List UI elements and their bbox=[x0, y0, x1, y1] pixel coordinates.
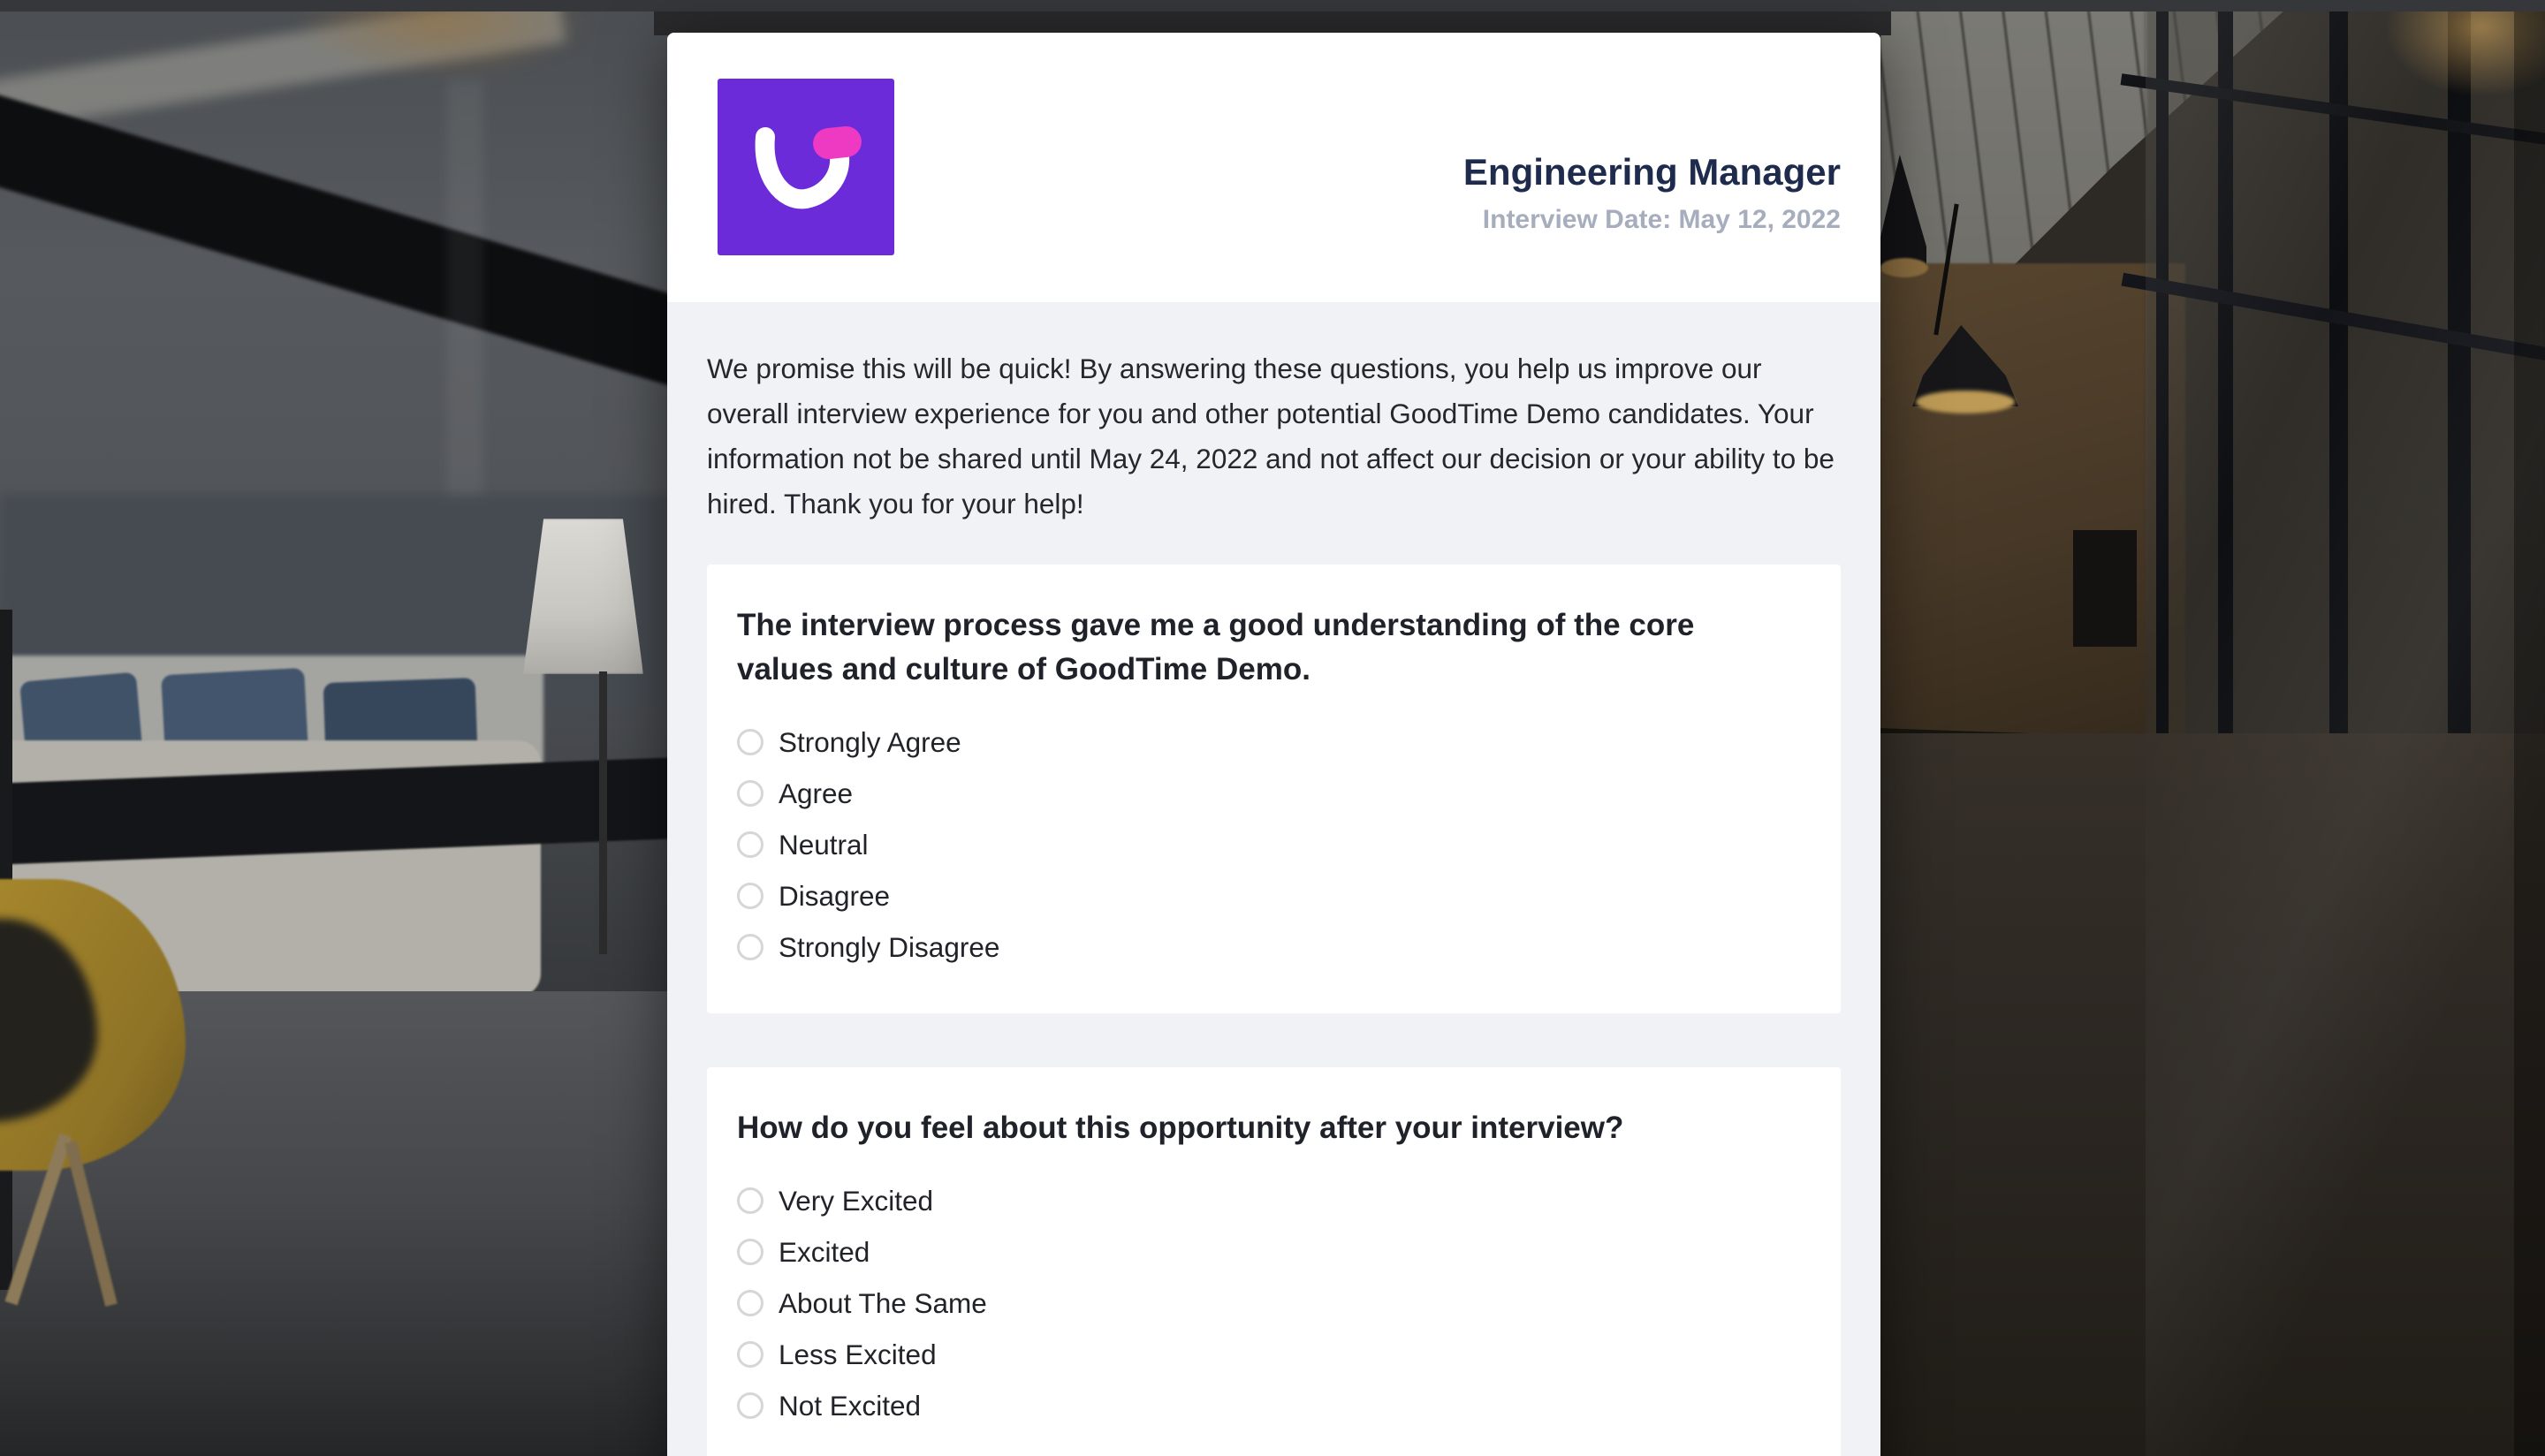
intro-text: We promise this will be quick! By answering these questions, you help us improve our overall interview experience for you and other potential GoodTime Demo candidates. Your information not be shared until May 24, 2022 and not affect our decision or your ability to be hired. Thank you for your help! bbox=[707, 353, 1835, 519]
radio-button[interactable] bbox=[737, 883, 764, 909]
shadow-edge bbox=[2514, 0, 2545, 1456]
option-label: Strongly Disagree bbox=[779, 930, 1000, 963]
option-label: Excited bbox=[779, 1235, 870, 1268]
radio-button[interactable] bbox=[737, 1341, 764, 1368]
answer-options bbox=[737, 1175, 1805, 1431]
question-card bbox=[707, 1067, 1841, 1456]
question-list bbox=[707, 565, 1841, 1456]
plywood-wall bbox=[1880, 263, 2185, 745]
survey-card bbox=[667, 33, 1880, 1456]
interview-date: Interview Date: May 12, 2022 bbox=[1482, 205, 1841, 234]
option-label: Disagree bbox=[779, 879, 891, 912]
glass-reflection bbox=[2146, 0, 2545, 1456]
logo-background bbox=[718, 79, 894, 255]
ceiling-shadow bbox=[0, 0, 2545, 11]
radio-button[interactable] bbox=[737, 780, 764, 807]
answer-option[interactable] bbox=[737, 921, 1805, 973]
survey-body bbox=[667, 302, 1880, 1456]
option-label: Not Excited bbox=[779, 1389, 922, 1422]
pendant-lamp-rim bbox=[1916, 391, 2015, 413]
wall-monitor bbox=[2073, 530, 2137, 647]
answer-option[interactable] bbox=[737, 768, 1805, 819]
radio-button[interactable] bbox=[737, 831, 764, 858]
question-card bbox=[707, 565, 1841, 1013]
floor-lamp-shade bbox=[523, 519, 643, 674]
radio-button[interactable] bbox=[737, 934, 764, 960]
radio-button[interactable] bbox=[737, 1290, 764, 1316]
question-title: The interview process gave me a good understanding of the core values and culture of GoodTime Demo. bbox=[737, 608, 1695, 686]
answer-option[interactable] bbox=[737, 1175, 1805, 1226]
answer-option[interactable] bbox=[737, 870, 1805, 921]
radio-button[interactable] bbox=[737, 1392, 764, 1419]
answer-option[interactable] bbox=[737, 819, 1805, 870]
office-right-scene bbox=[1880, 0, 2545, 1456]
answer-option[interactable] bbox=[737, 1226, 1805, 1278]
option-label: Less Excited bbox=[779, 1338, 937, 1370]
answer-option[interactable] bbox=[737, 1329, 1805, 1380]
job-title: Engineering Manager bbox=[1462, 151, 1841, 193]
option-label: Agree bbox=[779, 777, 854, 809]
radio-button[interactable] bbox=[737, 1187, 764, 1214]
goodtime-logo bbox=[718, 79, 894, 255]
answer-option[interactable] bbox=[737, 1380, 1805, 1431]
question-title: How do you feel about this opportunity after your interview? bbox=[737, 1111, 1624, 1145]
radio-button[interactable] bbox=[737, 1239, 764, 1265]
option-label: Neutral bbox=[779, 828, 869, 861]
answer-option[interactable] bbox=[737, 1278, 1805, 1329]
floor-lamp-pole bbox=[599, 671, 607, 954]
floor-lamp-base bbox=[567, 952, 642, 965]
answer-options bbox=[737, 717, 1805, 973]
option-label: Strongly Agree bbox=[779, 725, 961, 758]
answer-option[interactable] bbox=[737, 717, 1805, 768]
radio-button[interactable] bbox=[737, 729, 764, 755]
option-label: About The Same bbox=[779, 1286, 987, 1319]
pendant-lamp-rim bbox=[1880, 258, 1928, 277]
option-label: Very Excited bbox=[779, 1184, 934, 1217]
survey-header bbox=[667, 33, 1880, 302]
ceiling-beam-dark bbox=[0, 85, 727, 395]
office-left-scene bbox=[0, 0, 673, 1456]
